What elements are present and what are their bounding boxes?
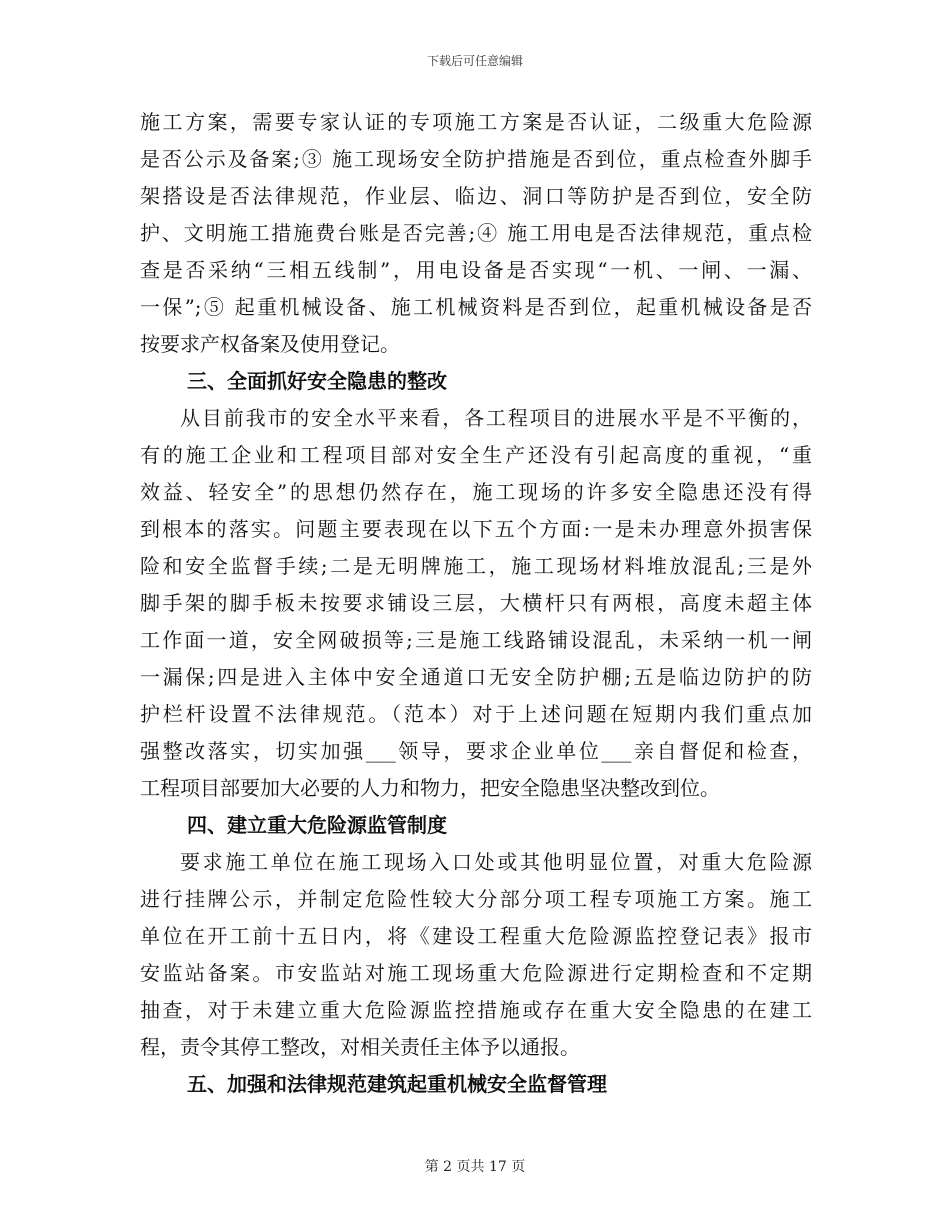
text-line: 安监站备案。市安监站对施工现场重大危险源进行定期检查和不定期 <box>140 961 812 985</box>
document-body <box>140 104 812 1103</box>
text-line: 进行挂牌公示，并制定危险性较大分部分项工程专项施工方案。施工 <box>140 887 812 911</box>
text-line: 效益、轻安全”的思想仍然存在，施工现场的许多安全隐患还没有得 <box>140 480 812 504</box>
text-line: 架搭设是否法律规范，作业层、临边、洞口等防护是否到位，安全防 <box>140 184 812 208</box>
text-line: 到根本的落实。问题主要表现在以下五个方面:一是未办理意外损害保 <box>140 517 812 541</box>
section-heading: 四、建立重大危险源监管制度 <box>187 813 447 837</box>
text-line: 脚手架的脚手板未按要求铺设三层，大横杆只有两根，高度未超主体 <box>140 591 812 615</box>
section-heading: 五、加强和法律规范建筑起重机械安全监督管理 <box>187 1072 607 1096</box>
text-line: 一保”;⑤ 起重机械设备、施工机械资料是否到位，起重机械设备是否 <box>140 295 812 319</box>
text-line: 从目前我市的安全水平来看，各工程项目的进展水平是不平衡的， <box>180 406 812 430</box>
section-heading: 三、全面抓好安全隐患的整改 <box>187 369 447 393</box>
text-line: 是否公示及备案;③ 施工现场安全防护措施是否到位，重点检查外脚手 <box>140 147 812 171</box>
text-line: 工作面一道，安全网破损等;三是施工线路铺设混乱，未采纳一机一闸 <box>140 628 812 652</box>
text-line: 施工方案，需要专家认证的专项施工方案是否认证，二级重大危险源 <box>140 110 812 134</box>
text-line: 单位在开工前十五日内，将《建设工程重大危险源监控登记表》报市 <box>140 924 812 948</box>
text-line: 有的施工企业和工程项目部对安全生产还没有引起高度的重视，“重 <box>140 443 812 467</box>
text-line: 护栏杆设置不法律规范。（范本）对于上述问题在短期内我们重点加 <box>140 702 812 726</box>
text-line: 险和安全监督手续;二是无明牌施工，施工现场材料堆放混乱;三是外 <box>140 554 812 578</box>
text-line: 工程项目部要加大必要的人力和物力，把安全隐患坚决整改到位。 <box>140 776 720 800</box>
text-line: 强整改落实，切实加强___领导，要求企业单位___亲自督促和检查， <box>140 739 812 763</box>
page-footer: 第 2 页共 17 页 <box>424 1159 526 1175</box>
text-line: 一漏保;四是进入主体中安全通道口无安全防护棚;五是临边防护的防 <box>140 665 812 689</box>
text-line: 查是否采纳“三相五线制”，用电设备是否实现“一机、一闸、一漏、 <box>140 258 812 282</box>
text-line: 按要求产权备案及使用登记。 <box>140 332 400 356</box>
text-line: 程，责令其停工整改，对相关责任主体予以通报。 <box>140 1035 580 1059</box>
text-line: 抽查，对于未建立重大危险源监控措施或存在重大安全隐患的在建工 <box>140 998 812 1022</box>
text-line: 护、文明施工措施费台账是否完善;④ 施工用电是否法律规范，重点检 <box>140 221 812 245</box>
text-line: 要求施工单位在施工现场入口处或其他明显位置，对重大危险源 <box>180 850 812 874</box>
page-header: 下载后可任意编辑 <box>426 54 523 68</box>
